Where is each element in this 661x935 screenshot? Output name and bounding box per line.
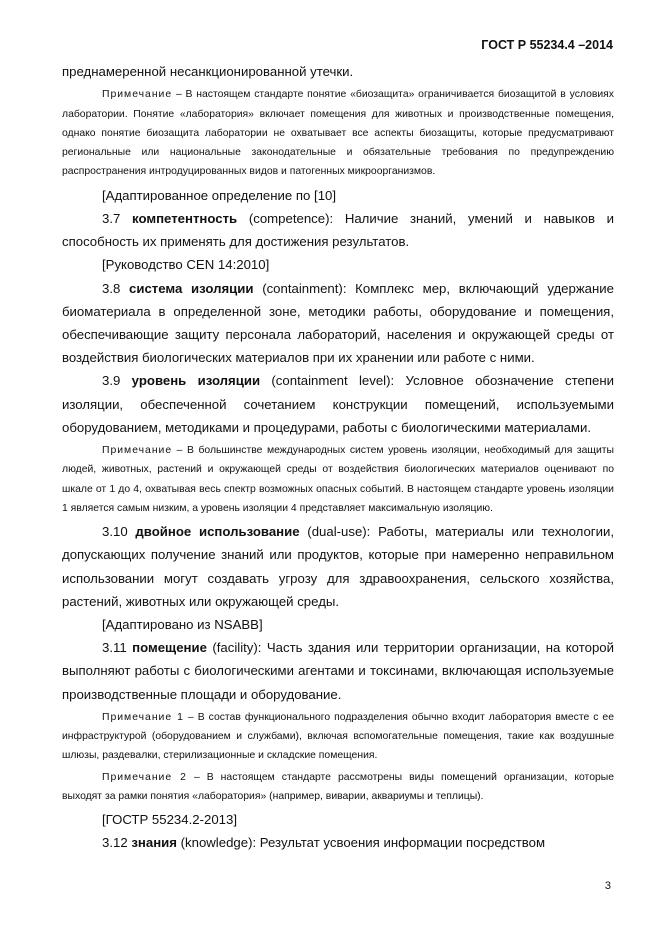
term-number: 3.8 bbox=[102, 280, 130, 296]
term-name: компетентность bbox=[132, 210, 238, 226]
note-text: – В настоящем стандарте рассмотрены виды помещений организации, которые выходят за рамки понятия «лаборатория» (например, виварии, аквариумы и теплицы). bbox=[62, 771, 615, 802]
intro-line: преднамеренной несанкционированной утечки. bbox=[62, 64, 354, 79]
term-number: 3.9 bbox=[102, 373, 132, 389]
term-number: 3.12 bbox=[102, 835, 132, 851]
note-facility-2 bbox=[62, 768, 614, 807]
note-text: – В настоящем стандарте понятие «биозащита» ограничивается биозащитой в условиях лаборатории. Понятие «лаборатория» включает помещения для животных и производственные помещения, однако понятие биозащита лаборатории не охватывает все аспекты биозащиты, которые предусматривают региональные или национальные законодательные и обязательные требования по предупреждению распространения интродуцированных видов и патогенных микроорганизмов. bbox=[62, 89, 614, 178]
term-definition: (containment level): Условное обозначение степени изоляции, обеспеченной сочетанием конструкции помещений, используемыми оборудованием, методиками и процедурами, работы с биологическими материалами. bbox=[62, 373, 614, 435]
page-number: 3 bbox=[604, 880, 611, 892]
reference-4: [ГОСТР 55234.2-2013] bbox=[102, 812, 237, 828]
note-text: – В состав функционального подразделения обычно входит лаборатория вместе с ее инфраструктурой (оборудованием и службами), включая вспомогательные помещения, такие как воздушные шлюзы, раздевалки, стерилизационные и складские помещения. bbox=[62, 711, 614, 762]
note-label: Примечание 2 bbox=[102, 771, 187, 783]
term-definition: (dual-use): Работы, материалы или технологии, допускающих получение знаний или продуктов, которые при намеренно неправильном использовании могут создавать угрозу для здравоохранения, сельского хозяйства, растений, животных или окружающей среды. bbox=[62, 524, 614, 609]
reference-2: [Руководство CEN 14:2010] bbox=[102, 257, 270, 273]
term-number: 3.11 bbox=[102, 640, 133, 656]
term-definition: (containment): Комплекс мер, включающий удержание биоматериала в определенной зоне, методики работы, оборудование и помещения, обеспечивающие защиту персонала лабораторий, населения и окружающей среды от воздействия биологических материалов при их хранении или работе с ними. bbox=[62, 280, 614, 366]
term-definition: (competence): Наличие знаний, умений и навыков и способность их применять для достижения результатов. bbox=[62, 210, 614, 250]
note-containment-level bbox=[62, 441, 614, 518]
term-3-9 bbox=[62, 369, 614, 439]
term-name: знания bbox=[131, 835, 177, 851]
term-3-12 bbox=[62, 831, 614, 854]
term-3-8 bbox=[62, 277, 614, 370]
note-biosafety bbox=[62, 85, 614, 181]
term-name: система изоляции bbox=[129, 280, 254, 296]
note-label: Примечание bbox=[102, 89, 173, 101]
note-label: Примечание bbox=[102, 444, 173, 456]
reference-3: [Адаптировано из NSABB] bbox=[102, 616, 263, 632]
term-definition: (knowledge): Результат усвоения информации посредством bbox=[176, 835, 546, 851]
reference-1: [Адаптированное определение по [10] bbox=[102, 187, 337, 203]
note-facility-1 bbox=[62, 708, 614, 766]
term-name: помещение bbox=[132, 640, 207, 656]
term-3-10 bbox=[62, 520, 614, 613]
page-content bbox=[62, 60, 614, 855]
term-name: уровень изоляции bbox=[131, 373, 261, 389]
note-label: Примечание 1 bbox=[102, 711, 184, 723]
term-definition: (facility): Часть здания или территории организации, на которой выполняют работы с биологическими агентами и токсинами, включающая используемые производственные площади и оборудование. bbox=[62, 640, 614, 702]
term-3-7 bbox=[62, 207, 614, 253]
term-3-11 bbox=[62, 636, 614, 706]
term-name: двойное использование bbox=[135, 524, 300, 540]
term-number: 3.7 bbox=[102, 210, 133, 226]
term-number: 3.10 bbox=[102, 524, 136, 540]
note-text: – В большинстве международных систем уровень изоляции, необходимый для защиты людей, животных, растений и окружающей среды от воздействия биологических материалов оценивают по шкале от 1 до 4, охватывая весь спектр возможных опасных событий. В настоящем стандарте уровень изоляции 1 является самым низким, а уровень изоляции 4 представляет максимальную изоляцию. bbox=[62, 444, 614, 514]
document-code: ГОСТ Р 55234.4 –2014 bbox=[481, 38, 613, 52]
